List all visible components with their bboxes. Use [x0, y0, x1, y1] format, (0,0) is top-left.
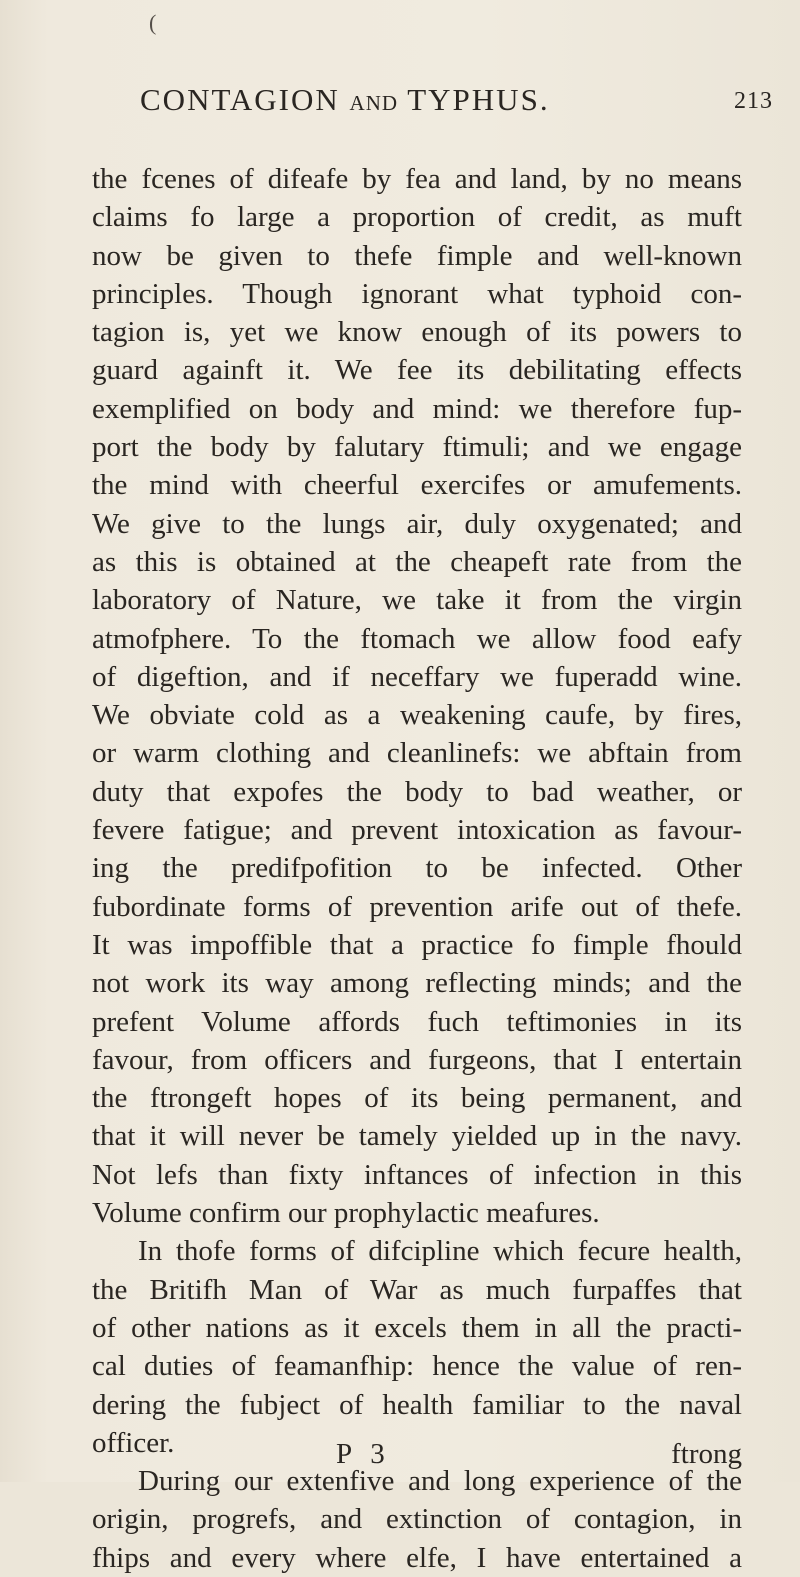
text-line: claims fo large a proportion of credit, as muft [92, 201, 742, 234]
text-line: laboratory of Nature, we take it from the virgin [92, 584, 742, 617]
running-title-left: CONTAGION [140, 82, 340, 117]
text-line: fubordinate forms of prevention arife out of thefe. [92, 890, 742, 923]
text-line: We obviate cold as a weakening caufe, by fires, [92, 699, 742, 732]
text-line: not work its way among reflecting minds; and the [92, 967, 742, 1000]
text-line: guard againft it. We fee its debilitating effects [92, 354, 742, 387]
running-title [140, 82, 550, 118]
text-line: principles. Though ignorant what typhoid con- [92, 277, 742, 310]
text-line: Not lefs than fixty inftances of infection in this [92, 1158, 742, 1191]
page-footer [92, 1438, 742, 1478]
running-title-and: AND [349, 91, 399, 115]
running-head [140, 82, 780, 122]
text-line: It was impoffible that a practice fo fimple fhould [92, 928, 742, 961]
text-line: of other nations as it excels them in all the practi- [92, 1311, 742, 1344]
text-line: ing the predifpofition to be infected. Other [92, 852, 742, 885]
text-line: port the body by falutary ftimuli; and we engage [92, 431, 742, 464]
body-text [92, 160, 742, 1577]
text-line: of digeftion, and if neceffary we fuperadd wine. [92, 660, 742, 693]
text-line: or warm clothing and cleanlinefs: we abftain from [92, 737, 742, 770]
text-line: Volume confirm our prophylactic meafures. [92, 1197, 600, 1230]
text-line: the ftrongeft hopes of its being permanent, and [92, 1082, 742, 1115]
text-line: as this is obtained at the cheapeft rate from the [92, 545, 742, 578]
text-line: officer. [92, 1426, 175, 1459]
text-line: In thofe forms of difcipline which fecure health, [138, 1235, 742, 1268]
text-line: exemplified on body and mind: we therefore fup- [92, 392, 742, 425]
running-title-right: TYPHUS. [407, 82, 550, 117]
margin-mark: ( [149, 10, 157, 35]
text-line: prefent Volume affords fuch teftimonies in its [92, 1005, 742, 1038]
text-line: During our extenfive and long experience of the [138, 1465, 742, 1498]
text-line: origin, progrefs, and extinction of contagion, in [92, 1503, 742, 1536]
text-line: duty that expofes the body to bad weather, or [92, 775, 742, 808]
text-line: atmofphere. To the ftomach we allow food eafy [92, 622, 742, 655]
catchword: ftrong [671, 1438, 742, 1470]
text-line: dering the fubject of health familiar to the naval [92, 1388, 742, 1421]
text-line: now be given to thefe fimple and well-known [92, 239, 742, 272]
text-line: fevere fatigue; and prevent intoxication as favour- [92, 814, 742, 847]
page-number: 213 [734, 88, 773, 114]
text-line: fhips and every where elfe, I have entertained a [92, 1541, 742, 1574]
text-line: tagion is, yet we know enough of its powers to [92, 316, 742, 349]
text-line: the fcenes of difeafe by fea and land, by no means [92, 163, 742, 195]
signature-mark: P 3 [336, 1438, 391, 1470]
text-line: the Britifh Man of War as much furpaffes that [92, 1273, 742, 1306]
text-line: that it will never be tamely yielded up in the navy. [92, 1120, 742, 1153]
text-line: cal duties of feamanfhip: hence the value of ren- [92, 1350, 742, 1383]
text-line: We give to the lungs air, duly oxygenated; and [92, 507, 742, 540]
text-line: the mind with cheerful exercifes or amufements. [92, 469, 742, 502]
text-line: favour, from officers and furgeons, that I entertain [92, 1043, 742, 1076]
